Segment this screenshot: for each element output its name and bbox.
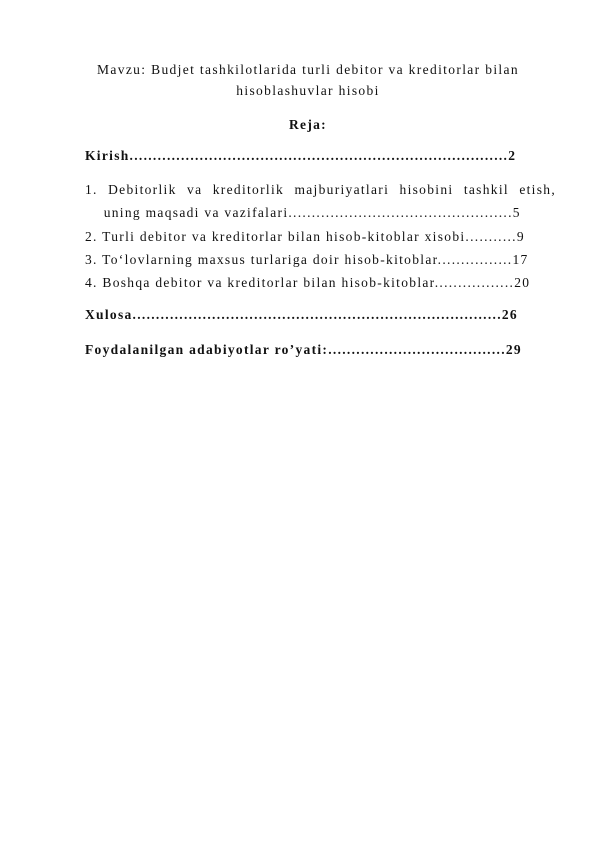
- toc-entry-3: 3. To‘lovlarning maxsus turlariga doir hisob-kitoblar................17: [85, 252, 529, 267]
- plan-heading: Reja:: [289, 117, 327, 132]
- toc-entry-2: 2. Turli debitor va kreditorlar bilan hisob-kitoblar xisobi...........9: [85, 229, 525, 244]
- toc-entry-1-line-2: uning maqsadi va vazifalari................................................5: [85, 205, 521, 220]
- document-title-line-2: hisoblashuvlar hisobi: [236, 83, 380, 98]
- document-title-line-1: Mavzu: Budjet tashkilotlarida turli debitor va kreditorlar bilan: [97, 62, 519, 77]
- toc-entry-4: 4. Boshqa debitor va kreditorlar bilan hisob-kitoblar.................20: [85, 275, 531, 290]
- toc-entry-1-line-1: 1. Debitorlik va kreditorlik majburiyatlari hisobini tashkil etish,: [85, 182, 556, 197]
- toc-entry-introduction: Kirish.................................................................................2: [85, 148, 517, 163]
- toc-entry-references: Foydalanilgan adabiyotlar ro’yati:......................................29: [85, 342, 522, 357]
- toc-entry-conclusion: Xulosa...............................................................................26: [85, 307, 518, 322]
